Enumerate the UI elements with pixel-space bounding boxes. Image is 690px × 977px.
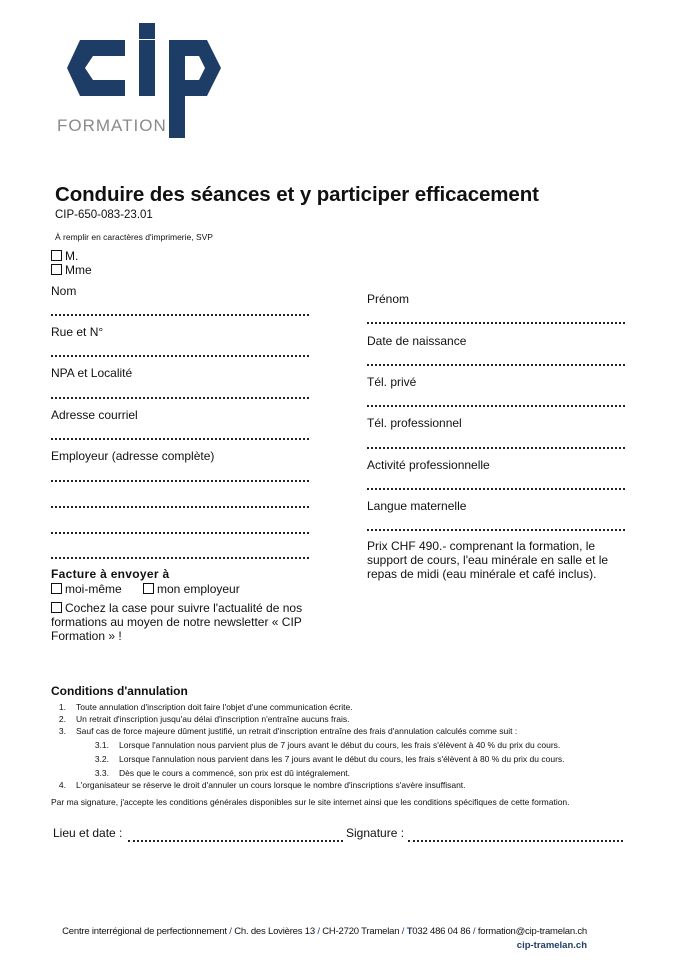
conditions-list <box>51 702 651 792</box>
input-line-employeur-4[interactable] <box>51 557 309 559</box>
footer-address1: Ch. des Lovières 13 <box>234 926 315 937</box>
conditions-title: Conditions d'annulation <box>51 684 188 698</box>
condition-item <box>51 740 651 752</box>
condition-item <box>51 754 651 766</box>
footer-contact: Centre interrégional de perfectionnement / Ch. des Lovières 13 / CH-2720 Tramelan / T032 486 04 86 / formation@cip-tramelan.ch <box>62 926 587 937</box>
input-line-employeur-2[interactable] <box>51 506 309 508</box>
condition-item <box>51 714 651 726</box>
condition-item <box>51 702 651 714</box>
input-line-langue[interactable] <box>367 529 625 531</box>
label-tel-prive: Tél. privé <box>367 375 417 389</box>
logo-i-dot <box>139 23 155 39</box>
input-line-activite[interactable] <box>367 488 625 490</box>
label-tel-pro: Tél. professionnel <box>367 416 462 430</box>
label-npa: NPA et Localité <box>51 366 133 380</box>
salutation-mme-label: Mme <box>65 263 92 277</box>
condition-num: 3.3. <box>94 767 109 778</box>
condition-text: Lorsque l'annulation nous parvient dans les 7 jours avant le début du cours, les frais s'élèvent à 80 % du prix du cours. <box>119 754 565 765</box>
footer-org: Centre interrégional de perfectionnement <box>62 926 227 937</box>
logo-subtitle: FORMATION <box>57 116 167 135</box>
condition-text: Lorsque l'annulation nous parvient plus de 7 jours avant le début du cours, les frais s'élèvent à 40 % du prix du cours. <box>119 740 561 751</box>
label-signature: Signature : <box>346 826 405 840</box>
newsletter-label: Cochez la case pour suivre l'actualité de nos formations au moyen de notre newsletter « CIP Formation » ! <box>51 601 303 643</box>
salutation-m-label: M. <box>65 249 79 263</box>
input-line-employeur-3[interactable] <box>51 532 309 534</box>
label-date-naissance: Date de naissance <box>367 334 467 348</box>
footer-address2: CH-2720 Tramelan <box>322 926 400 937</box>
footer-website[interactable]: cip-tramelan.ch <box>516 940 587 951</box>
course-code: CIP-650-083-23.01 <box>55 209 153 221</box>
condition-num: 2. <box>58 713 66 724</box>
invoice-option-employer[interactable] <box>143 582 240 596</box>
invoice-option-self-label: moi-même <box>65 582 122 596</box>
condition-num: 1. <box>58 702 66 712</box>
condition-text: L'organisateur se réserve le droit d'annuler un cours lorsque le nombre d'inscriptions s'avère insuffisant. <box>76 779 466 790</box>
checkbox-icon[interactable] <box>51 583 62 594</box>
checkbox-icon[interactable] <box>51 602 62 613</box>
input-line-date-naissance[interactable] <box>367 364 625 366</box>
label-place-date: Lieu et date : <box>53 826 123 840</box>
condition-num: 3.2. <box>94 754 109 765</box>
label-activite: Activité professionnelle <box>367 458 490 472</box>
checkbox-icon[interactable] <box>51 250 62 261</box>
logo-i-stem <box>139 40 155 96</box>
input-line-nom[interactable] <box>51 314 309 316</box>
input-line-prenom[interactable] <box>367 322 625 324</box>
label-email: Adresse courriel <box>51 408 138 422</box>
salutation-mme[interactable] <box>51 263 92 277</box>
input-line-npa[interactable] <box>51 397 309 399</box>
condition-num: 3. <box>58 725 66 736</box>
input-line-tel-prive[interactable] <box>367 405 625 407</box>
input-line-email[interactable] <box>51 438 309 440</box>
checkbox-icon[interactable] <box>143 583 154 594</box>
condition-num: 4. <box>58 779 66 790</box>
checkbox-icon[interactable] <box>51 264 62 275</box>
invoice-option-employer-label: mon employeur <box>157 582 240 596</box>
invoice-option-self[interactable] <box>51 582 122 596</box>
footer-email[interactable]: formation@cip-tramelan.ch <box>477 926 587 937</box>
input-line-place-date[interactable] <box>128 840 343 842</box>
newsletter-option[interactable] <box>51 601 316 643</box>
signature-note: Par ma signature, j'accepte les conditions générales disponibles sur le site internet ainsi que les conditions spécifiques de cette formation. <box>51 797 570 807</box>
label-langue: Langue maternelle <box>367 499 467 513</box>
condition-text: Toute annulation d'inscription doit faire l'objet d'une communication écrite. <box>76 702 353 712</box>
input-line-tel-pro[interactable] <box>367 447 625 449</box>
label-nom: Nom <box>51 284 77 298</box>
condition-text: Dès que le cours a commencé, son prix est dû intégralement. <box>119 767 351 778</box>
price-info: Prix CHF 490.- comprenant la formation, le support de cours, l'eau minérale en salle et le repas de midi (eau minérale et café inclus). <box>367 539 609 581</box>
footer-phone-prefix: T <box>406 926 413 937</box>
condition-num: 3.1. <box>94 740 109 751</box>
condition-text: Sauf cas de force majeure dûment justifié, un retrait d'inscription entraîne des frais d'annulation calculés comme suit : <box>76 725 518 736</box>
logo-c-shape <box>67 40 125 96</box>
condition-item <box>51 726 651 738</box>
input-line-rue[interactable] <box>51 355 309 357</box>
label-prenom: Prénom <box>367 292 410 306</box>
form-title: Conduire des séances et y participer efficacement <box>55 183 539 206</box>
condition-text: Un retrait d'inscription jusqu'au délai d'inscription n'entraîne aucuns frais. <box>76 713 350 724</box>
footer-phone: 032 486 04 86 <box>412 926 471 937</box>
logo-p-shape <box>169 40 221 138</box>
fill-hint: À remplir en caractères d'imprimerie, SVP <box>55 232 213 242</box>
salutation-m[interactable] <box>51 249 78 263</box>
input-line-employeur-1[interactable] <box>51 480 309 482</box>
input-line-signature[interactable] <box>408 840 623 842</box>
label-rue: Rue et N° <box>51 325 104 339</box>
label-employeur: Employeur (adresse complète) <box>51 449 215 463</box>
condition-item <box>51 768 651 780</box>
invoice-title: Facture à envoyer à <box>51 567 170 581</box>
condition-item <box>51 780 651 792</box>
